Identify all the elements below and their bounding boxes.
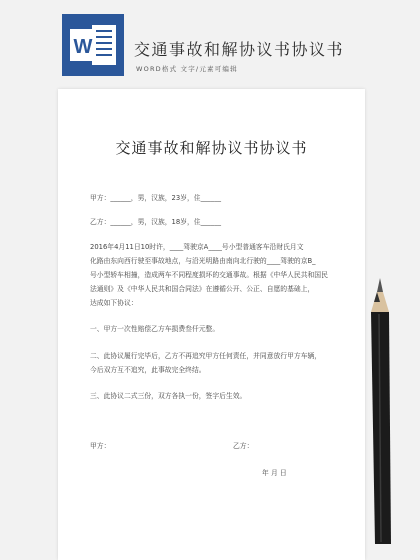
party-b-line: 乙方：______，男，汉族，18岁，住______	[90, 218, 221, 226]
party-a-line: 甲方：______，男，汉族，23岁，住______	[90, 194, 221, 202]
body-line: 法通则》及《中华人民共和国合同法》在遵循公开、公正、自愿的基础上，	[90, 285, 315, 293]
signature-party-b: 乙方：	[233, 442, 254, 450]
signature-party-a: 甲方：	[90, 442, 111, 450]
body-line: 化路由东向西行驶至事故地点，与沿光明路由南向北行驶的____驾驶的京B_	[90, 257, 316, 265]
document-page	[58, 89, 365, 560]
clause-3: 三、此协议二式三份，双方各执一份，签字后生效。	[90, 392, 247, 400]
word-document-icon	[62, 14, 124, 76]
document-title: 交通事故和解协议书协议书	[115, 139, 308, 157]
header-title: 交通事故和解协议书协议书	[134, 40, 345, 59]
clause-2-line: 今后双方互不追究，此事故完全终结。	[90, 366, 206, 374]
date-line: 年 月 日	[262, 469, 287, 477]
header	[0, 0, 420, 90]
pencil-image	[368, 278, 396, 548]
header-subtitle: WORD格式 文字/元素可编辑	[136, 65, 238, 73]
clause-1: 一、甲方一次性赔偿乙方车损费叁仟元整。	[90, 325, 220, 333]
body-line: 达成如下协议：	[90, 299, 138, 307]
body-line: 2016年4月11日10时许，____驾驶京A____号小型普通客车沿财氏月文	[90, 243, 304, 251]
body-line: 号小型轿车相撞，造成两车不同程度损坏的交通事故。根据《中华人民共和国民	[90, 271, 328, 279]
word-icon-letter: W	[73, 36, 93, 58]
clause-2-line: 二、此协议履行完毕后，乙方不再追究甲方任何责任，并同意放行甲方车辆，	[90, 352, 322, 360]
